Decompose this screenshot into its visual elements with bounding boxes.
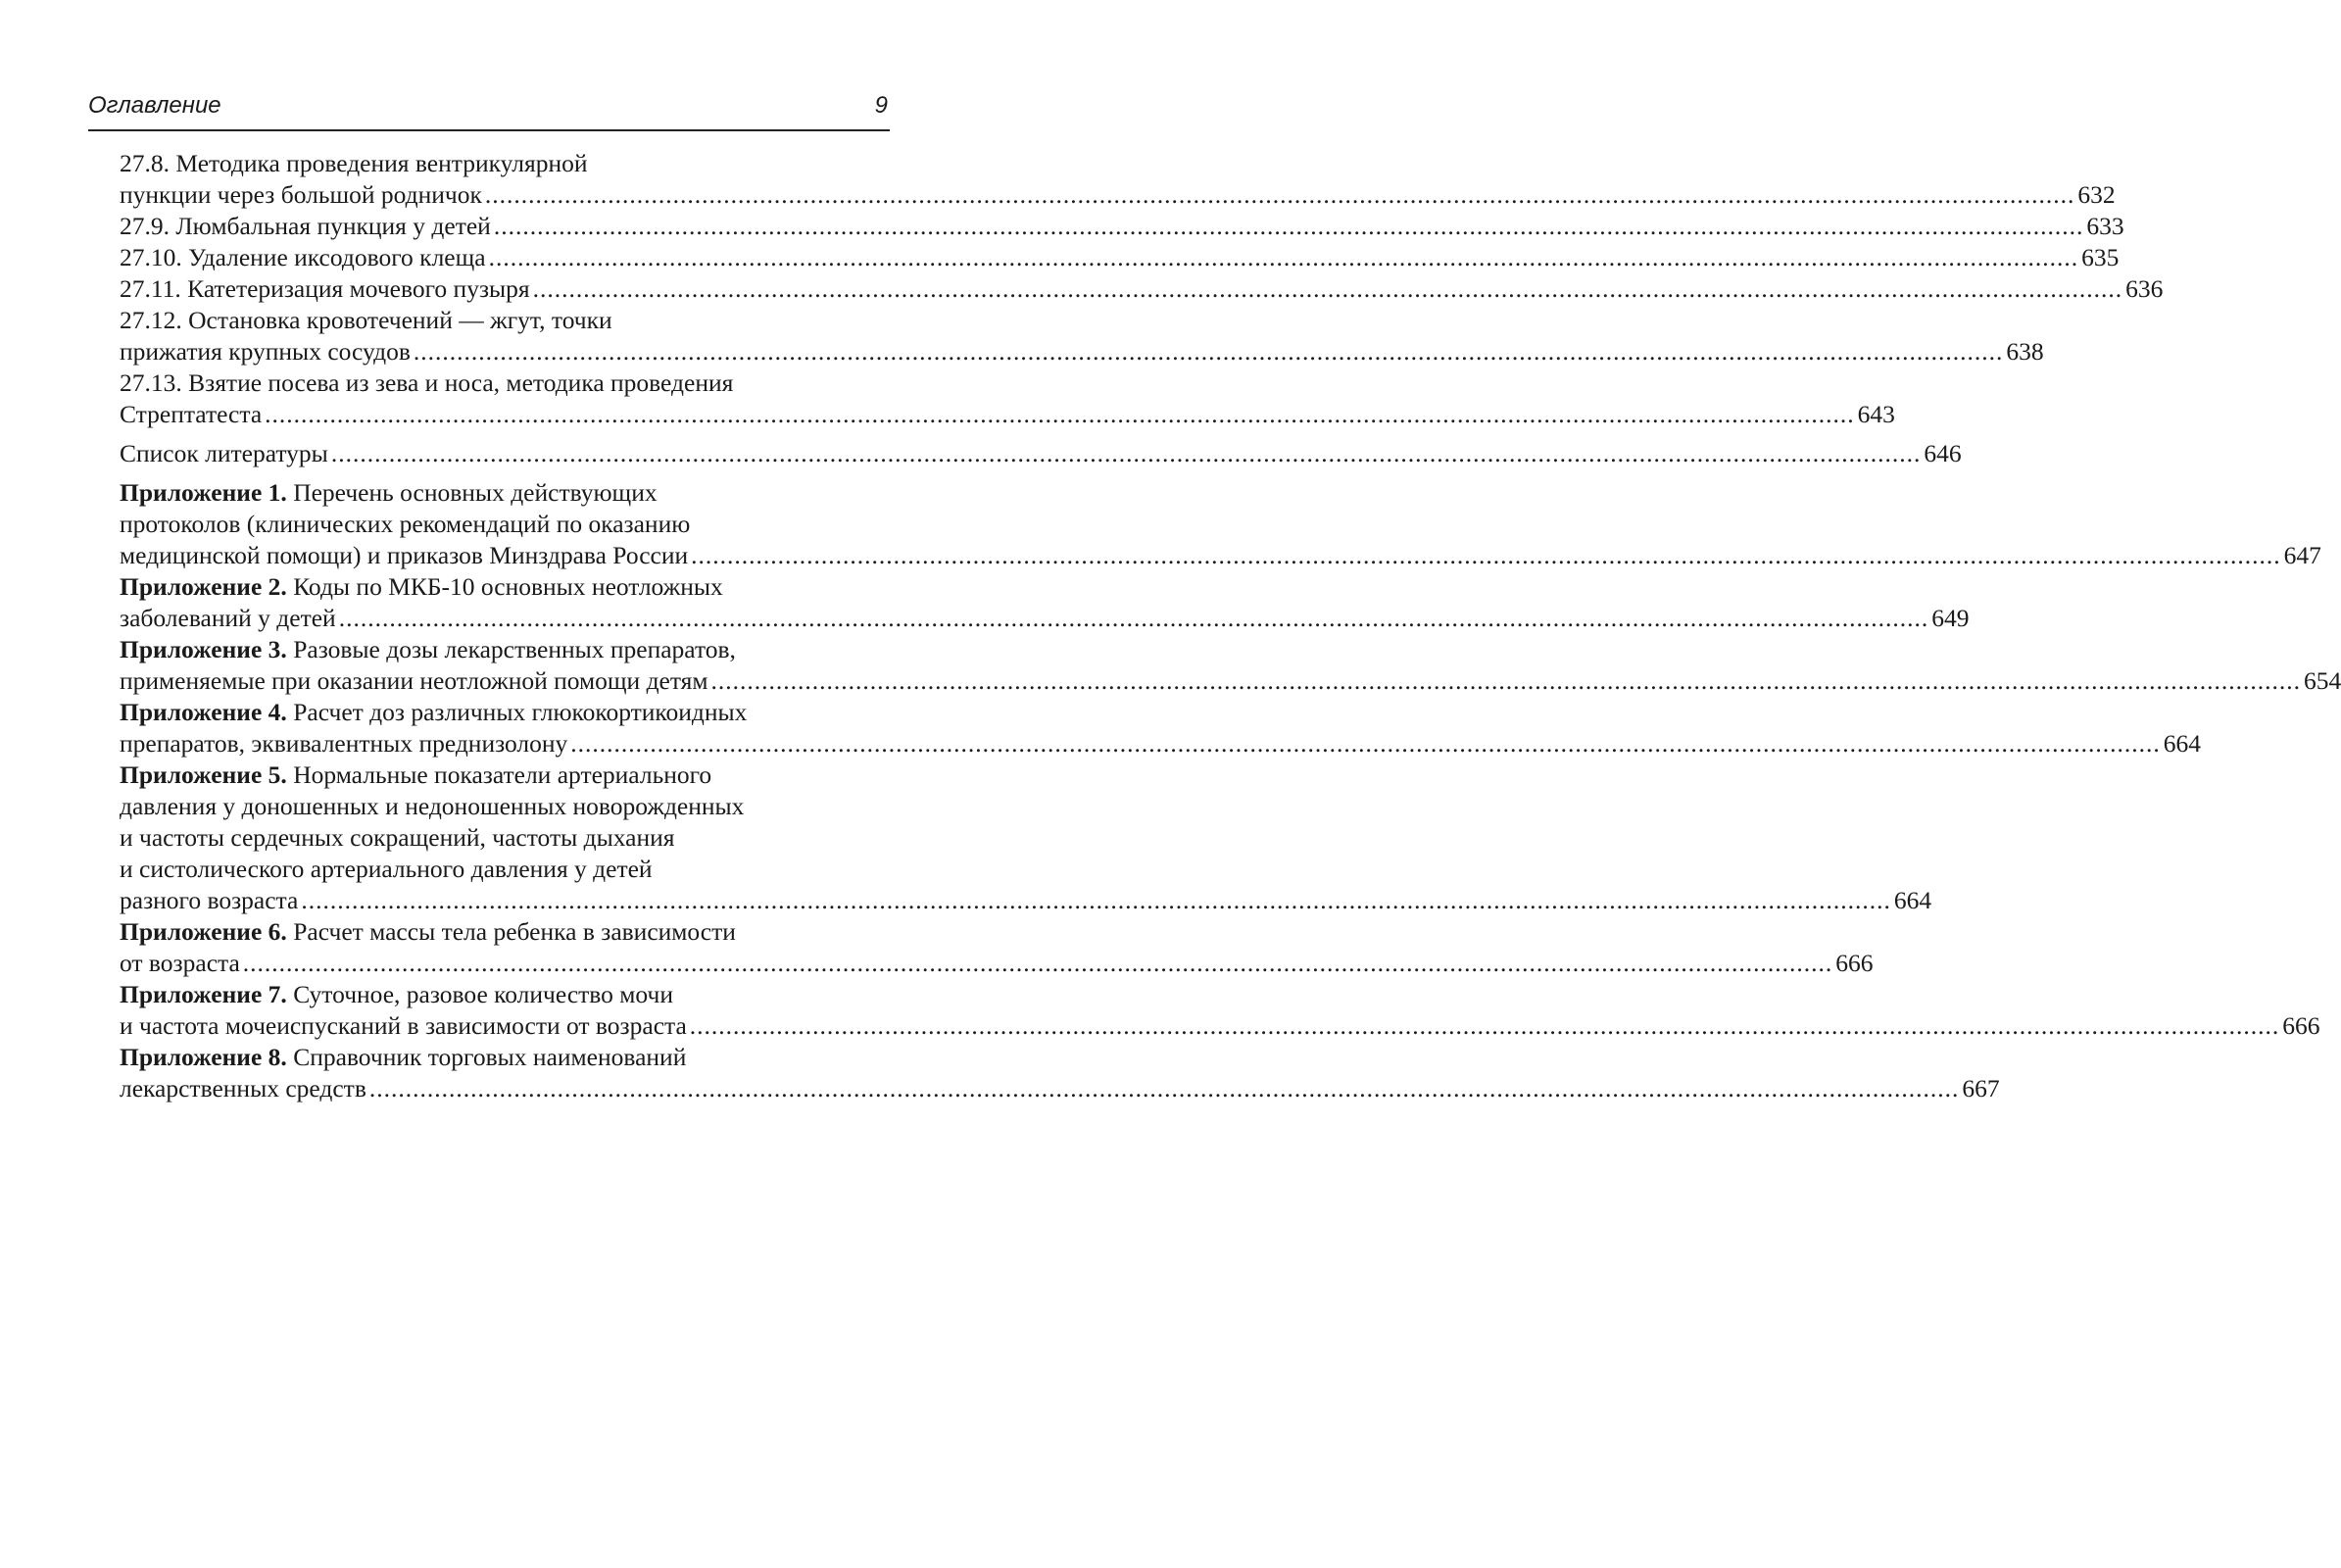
toc-entry-line <box>120 1073 2000 1104</box>
toc-entry-text <box>120 855 653 883</box>
toc-entry-line <box>120 242 2120 273</box>
dot-leader: ............................................................................................................................................................................................................................ <box>532 274 2123 303</box>
toc-entry-line <box>120 791 890 822</box>
toc-entry-text <box>120 438 328 469</box>
dot-leader: ............................................................................................................................................................................................................................ <box>301 886 1891 914</box>
toc-entry-title: от возраста <box>120 949 240 977</box>
toc-entry-title: препаратов, эквивалентных преднизолону <box>120 729 568 758</box>
toc-entry-text <box>120 368 733 397</box>
toc-entry-text <box>120 510 690 538</box>
toc-entry-text <box>120 603 336 634</box>
toc-entry-text <box>120 1043 686 1071</box>
dot-leader: ............................................................................................................................................................................................................................ <box>265 400 1855 428</box>
toc-entry-text <box>120 635 736 663</box>
toc-page-number[interactable]: 646 <box>1924 439 1962 467</box>
toc-entry-line <box>120 603 1970 634</box>
toc-entry-line <box>120 1042 890 1073</box>
toc-page-number[interactable]: 666 <box>2282 1011 2320 1040</box>
toc-entry-title: Коды по МКБ-10 основных неотложных <box>286 572 723 601</box>
toc-entry[interactable] <box>120 477 2321 571</box>
toc-entry-text <box>120 823 674 852</box>
toc-entry-line <box>120 728 2202 760</box>
toc-entry-title: Суточное, разовое количество мочи <box>286 980 673 1008</box>
toc-entry-line <box>120 179 2116 211</box>
toc-entry-title: применяемые при оказании неотложной помощи детям <box>120 666 708 695</box>
toc-entry-line <box>120 336 2044 368</box>
toc-entry-line <box>120 540 2321 571</box>
toc-entry-text <box>120 478 658 507</box>
toc-entry-title: Расчет массы тела ребенка в зависимости <box>286 917 736 946</box>
dot-leader: ............................................................................................................................................................................................................................ <box>691 541 2281 569</box>
toc-page-number[interactable]: 649 <box>1931 604 1970 632</box>
dot-leader: ............................................................................................................................................................................................................................ <box>488 243 2079 271</box>
toc-entry-text <box>120 1010 687 1042</box>
toc-entry-title: 27.9. Люмбальная пункция у детей <box>120 212 491 240</box>
toc-entry-line <box>120 305 890 336</box>
toc-entry[interactable] <box>120 697 2202 760</box>
toc-entry-title: и систолического артериального давления у детей <box>120 855 653 883</box>
toc-entry-title: заболеваний у детей <box>120 604 336 632</box>
dot-leader: ............................................................................................................................................................................................................................ <box>493 212 2084 240</box>
dot-leader: ............................................................................................................................................................................................................................ <box>368 1074 1960 1102</box>
section-title: Оглавление <box>88 92 221 119</box>
toc-entry-title: Перечень основных действующих <box>286 478 658 507</box>
toc-entry-text <box>120 149 588 177</box>
toc-entry-text <box>120 179 482 211</box>
toc-entry-text <box>120 917 736 946</box>
toc-entry[interactable] <box>120 305 2044 368</box>
toc-entry-line <box>120 854 890 885</box>
toc-page-number[interactable]: 654 <box>2304 666 2341 695</box>
toc-entry-line <box>120 1010 2320 1042</box>
toc-page-number[interactable]: 664 <box>2163 729 2202 758</box>
toc-entry-title: 27.11. Катетеризация мочевого пузыря <box>120 274 530 303</box>
dot-leader: ............................................................................................................................................................................................................................ <box>242 949 1833 977</box>
toc-entry-title: Список литературы <box>120 439 328 467</box>
toc-entry-text <box>120 980 673 1008</box>
toc-entry[interactable] <box>120 634 2341 697</box>
toc-entry-line <box>120 979 890 1010</box>
toc-page-number[interactable]: 632 <box>2077 180 2116 209</box>
toc-entry[interactable] <box>120 148 2116 211</box>
toc-entry-title: Расчет доз различных глюкокортикоидных <box>286 698 748 726</box>
toc-entry-line <box>120 665 2341 697</box>
toc-entry-title: протоколов (клинических рекомендаций по оказанию <box>120 510 691 538</box>
dot-leader: ............................................................................................................................................................................................................................ <box>413 337 2004 366</box>
toc-entry-text <box>120 885 298 916</box>
toc-entry-text <box>120 540 688 571</box>
toc-entry-text <box>120 698 747 726</box>
appendix-label: Приложение 6. <box>120 917 287 946</box>
toc-page-number[interactable]: 647 <box>2283 541 2321 569</box>
appendix-label: Приложение 1. <box>120 478 287 507</box>
toc-entry-text <box>120 273 530 305</box>
toc-entry-title: Справочник торговых наименований <box>286 1043 687 1071</box>
appendix-label: Приложение 5. <box>120 760 287 789</box>
toc-entry-line <box>120 399 1895 430</box>
toc-entry-title: и частота мочеиспусканий в зависимости от возраста <box>120 1011 687 1040</box>
toc-entry-line <box>120 885 1932 916</box>
toc-entry-line <box>120 273 2164 305</box>
toc-entry-text <box>120 306 612 334</box>
dot-leader: ............................................................................................................................................................................................................................ <box>484 180 2075 209</box>
dot-leader: ............................................................................................................................................................................................................................ <box>338 604 1929 632</box>
toc-entry-text <box>120 336 411 368</box>
toc-entry-line <box>120 211 2124 242</box>
toc-entry-line <box>120 916 890 948</box>
toc-entry-line <box>120 634 890 665</box>
toc-entry-text <box>120 792 744 820</box>
toc-entry-title: разного возраста <box>120 886 299 914</box>
toc-entry-title: медицинской помощи) и приказов Минздрава России <box>120 541 689 569</box>
toc-entry-title: пункции через большой родничок <box>120 180 482 209</box>
toc-entry-title: Разовые дозы лекарственных препаратов, <box>286 635 736 663</box>
toc-entry-line <box>120 509 890 540</box>
dot-leader: ............................................................................................................................................................................................................................ <box>570 729 2161 758</box>
toc-page-number[interactable]: 667 <box>1962 1074 2000 1102</box>
toc-entry-title: Нормальные показатели артериального <box>286 760 712 789</box>
toc-entry-text <box>120 242 486 273</box>
running-header <box>88 86 890 131</box>
table-of-contents <box>120 148 2341 1104</box>
toc-entry[interactable] <box>120 273 2164 305</box>
toc-page-number[interactable]: 636 <box>2125 274 2164 303</box>
appendix-label: Приложение 7. <box>120 980 287 1008</box>
toc-entry[interactable] <box>120 760 1932 916</box>
appendix-label: Приложение 4. <box>120 698 287 726</box>
toc-entry-line <box>120 438 1962 469</box>
toc-entry-text <box>120 728 567 760</box>
toc-entry-line <box>120 148 890 179</box>
toc-entry[interactable] <box>120 916 1874 979</box>
toc-page-number[interactable]: 643 <box>1857 400 1895 428</box>
toc-entry-text <box>120 211 491 242</box>
toc-entry-line <box>120 948 1874 979</box>
toc-page-number[interactable]: 635 <box>2081 243 2120 271</box>
dot-leader: ............................................................................................................................................................................................................................ <box>689 1011 2280 1040</box>
toc-entry-title: 27.12. Остановка кровотечений — жгут, точки <box>120 306 612 334</box>
toc-entry-line <box>120 822 890 854</box>
appendix-label: Приложение 3. <box>120 635 287 663</box>
toc-entry[interactable] <box>120 571 1970 634</box>
toc-entry-text <box>120 760 711 789</box>
toc-entry-text <box>120 399 262 430</box>
toc-entry-text <box>120 1073 366 1104</box>
toc-entry-title: и частоты сердечных сокращений, частоты дыхания <box>120 823 675 852</box>
toc-entry[interactable] <box>120 368 1895 430</box>
toc-page-number[interactable]: 664 <box>1893 886 1932 914</box>
toc-page-number[interactable]: 666 <box>1835 949 1874 977</box>
toc-entry-title: прижатия крупных сосудов <box>120 337 411 366</box>
toc-entry-line <box>120 760 890 791</box>
toc-entry-title: 27.10. Удаление иксодового клеща <box>120 243 486 271</box>
toc-entry-line <box>120 477 890 509</box>
toc-entry-line <box>120 368 890 399</box>
toc-entry-title: 27.13. Взятие посева из зева и носа, методика проведения <box>120 368 734 397</box>
toc-entry-text <box>120 665 708 697</box>
toc-entry-text <box>120 572 723 601</box>
toc-entry[interactable] <box>120 1042 2000 1104</box>
appendix-label: Приложение 2. <box>120 572 287 601</box>
toc-entry-title: 27.8. Методика проведения вентрикулярной <box>120 149 588 177</box>
toc-page-number[interactable]: 638 <box>2006 337 2044 366</box>
toc-entry-line <box>120 697 890 728</box>
toc-entry[interactable] <box>120 979 2320 1042</box>
dot-leader: ............................................................................................................................................................................................................................ <box>710 666 2302 695</box>
toc-entry[interactable] <box>120 211 2124 242</box>
toc-page-number[interactable]: 633 <box>2086 212 2124 240</box>
toc-entry-title: лекарственных средств <box>120 1074 366 1102</box>
toc-entry-text <box>120 948 240 979</box>
toc-entry-title: давления у доношенных и недоношенных новорожденных <box>120 792 745 820</box>
toc-entry-line <box>120 571 890 603</box>
dot-leader: ............................................................................................................................................................................................................................ <box>330 439 1922 467</box>
toc-entry[interactable] <box>120 242 2120 273</box>
toc-entry-title: Стрептатеста <box>120 400 263 428</box>
appendix-label: Приложение 8. <box>120 1043 287 1071</box>
page-number: 9 <box>874 92 888 119</box>
toc-entry[interactable] <box>120 438 1962 469</box>
